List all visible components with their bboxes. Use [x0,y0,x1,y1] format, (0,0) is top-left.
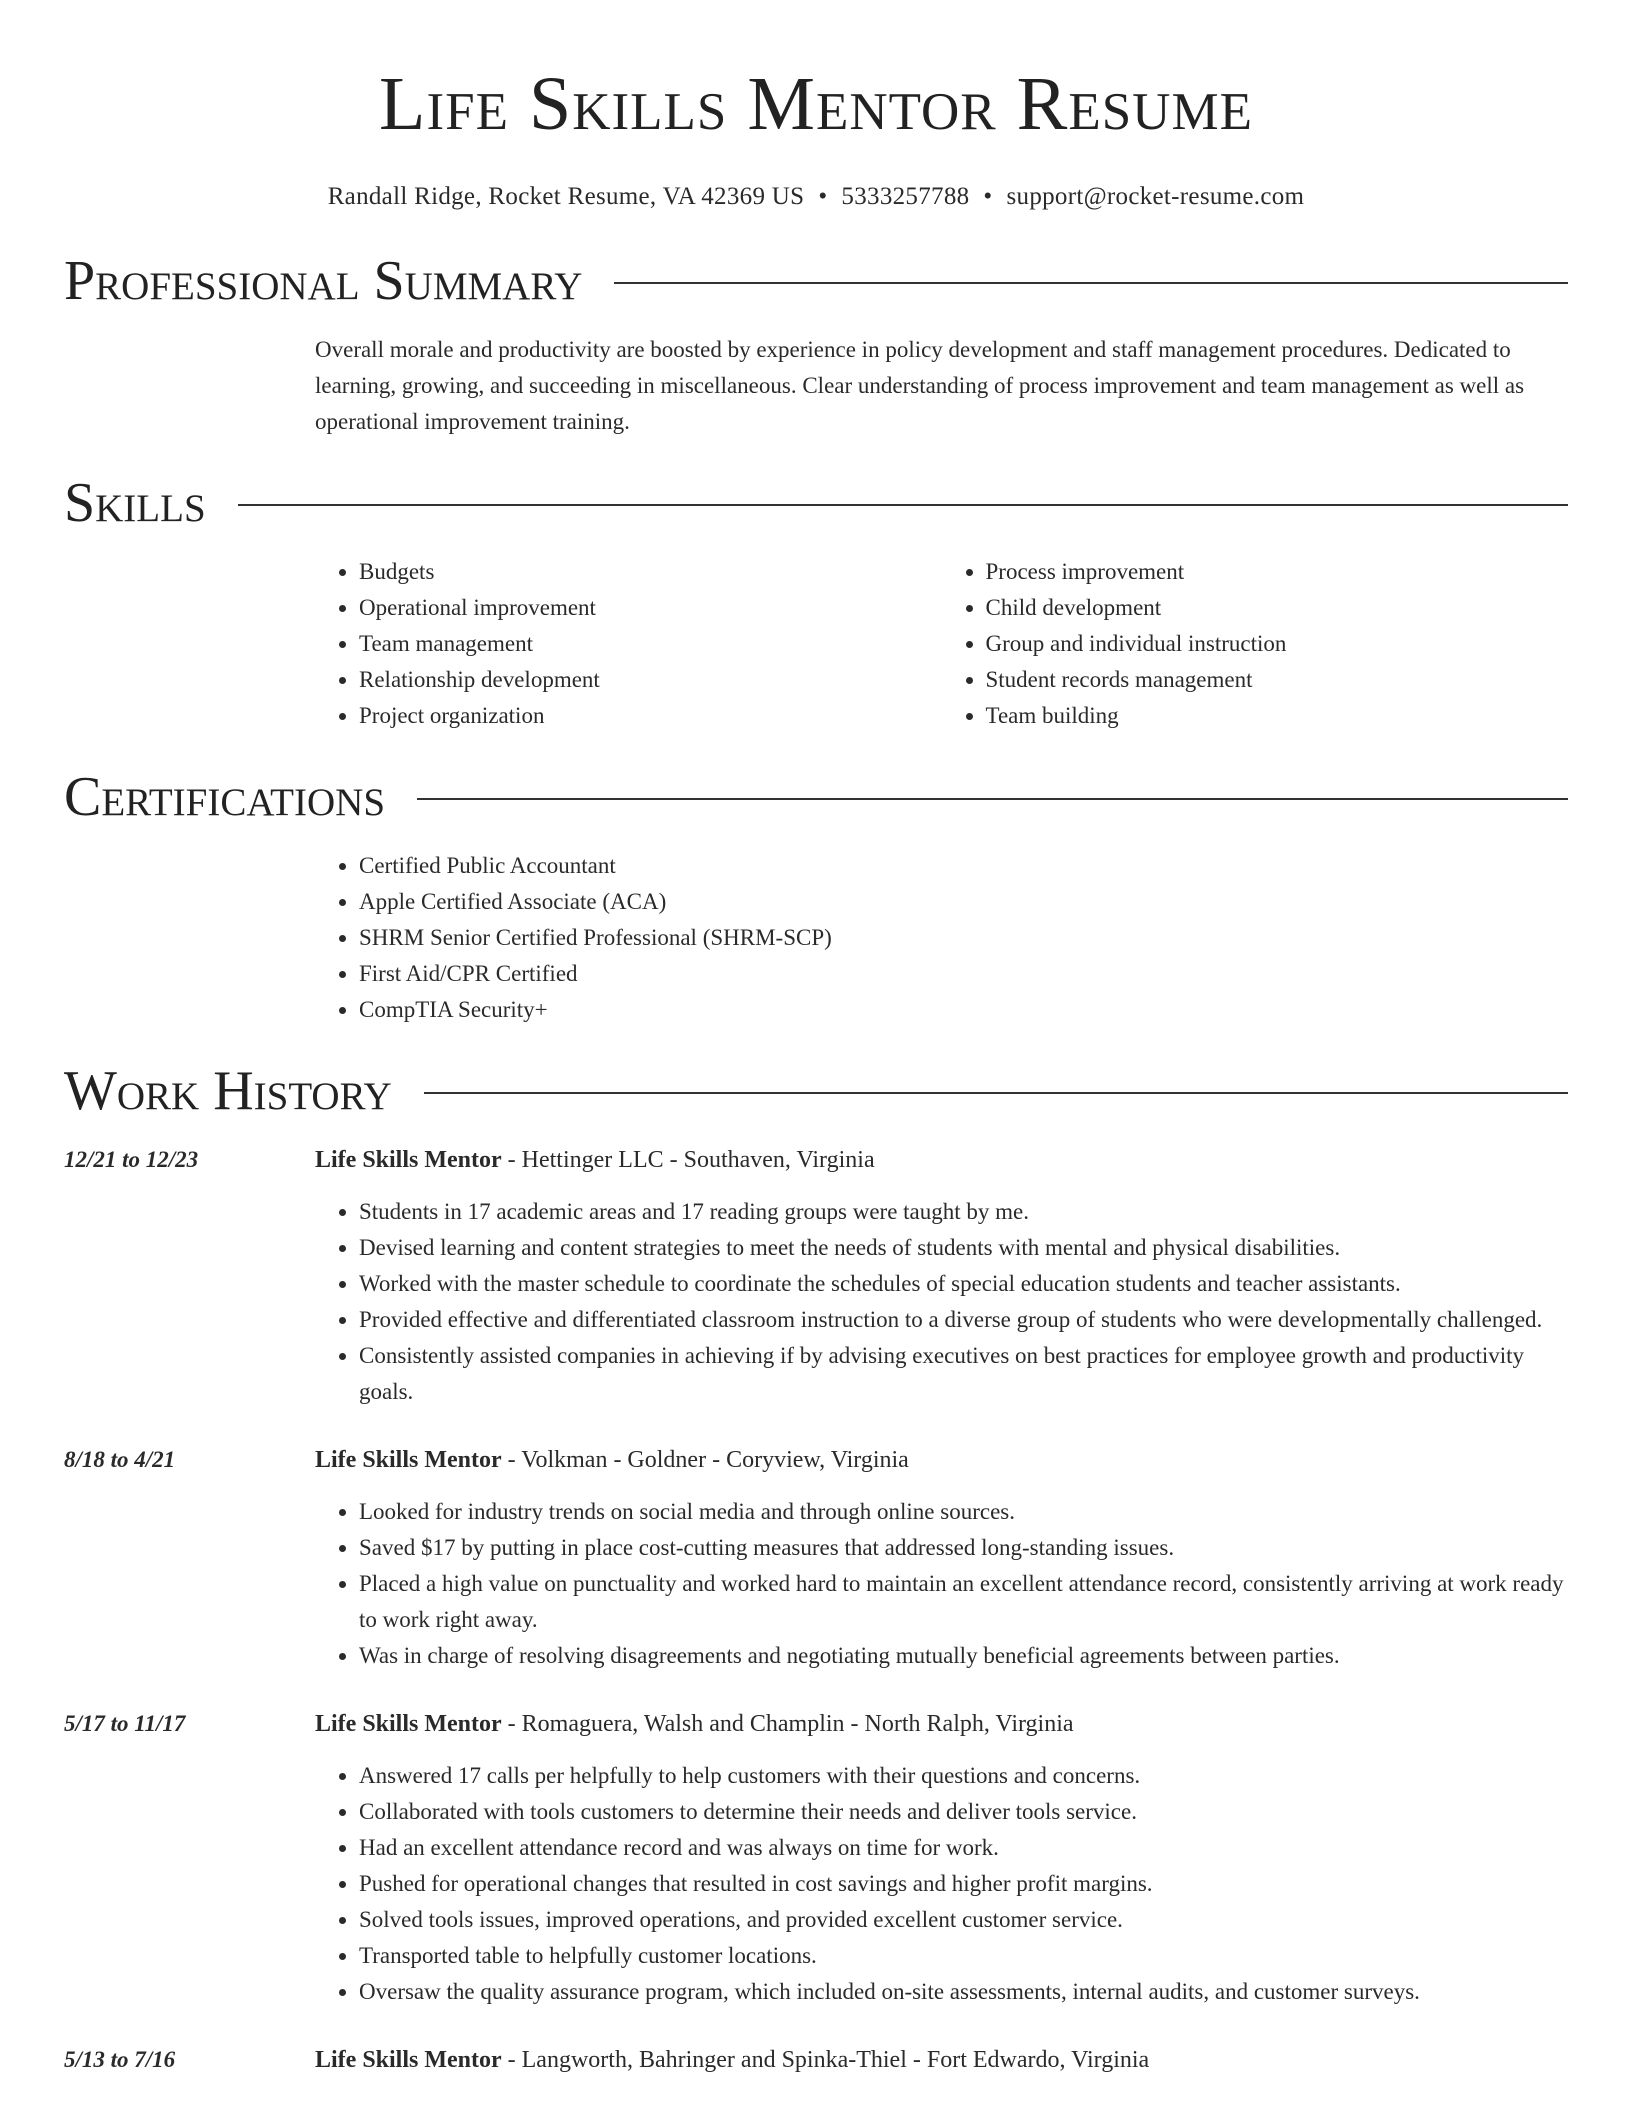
certification-item: • Apple Certified Associate (ACA) [359,884,1568,920]
contact-email: support@rocket-resume.com [1006,183,1305,210]
skills-heading: Skills [64,472,206,534]
certifications-body [315,848,1568,1028]
job-dates: 5/13 to 7/16 [64,2047,176,2072]
job-bullet: • Consistently assisted companies in achieving if by advising executives on best practices for employee growth and productivity goals. [359,1338,1568,1410]
certifications-header [64,762,1568,832]
job-bullet: • Had an excellent attendance record and was always on time for work. [359,1830,1568,1866]
summary-body [315,332,1568,440]
work-history-header [64,1056,1568,1126]
resume-page [64,0,1568,2078]
job-bullet: • Provided effective and differentiated classroom instruction to a diverse group of students who were developmentally challenged. [359,1302,1568,1338]
job-title: Life Skills Mentor [315,1711,502,1737]
job-bullets [315,1494,1568,1674]
job-bullet: • Solved tools issues, improved operations, and provided excellent customer service. [359,1902,1568,1938]
contact-line [64,182,1568,212]
skill-item: • Student records management [986,662,1569,698]
job-employer: - Hettinger LLC - Southaven, Virginia [501,1147,875,1173]
job-main [315,1142,1568,1410]
certification-item: • CompTIA Security+ [359,992,1568,1028]
job-entry [64,1142,1568,1410]
certifications-heading: Certifications [64,766,386,828]
certification-item: • Certified Public Accountant [359,848,1568,884]
contact-phone: 5333257788 [841,183,970,210]
job-bullet: • Answered 17 calls per helpfully to help customers with their questions and concerns. [359,1758,1568,1794]
skill-item: • Group and individual instruction [986,626,1569,662]
job-main [315,1706,1568,2010]
skill-item: • Budgets [359,554,942,590]
skill-item: • Process improvement [986,554,1569,590]
skills-section [64,468,1568,734]
skill-item: • Operational improvement [359,590,942,626]
job-heading [315,1706,1568,1742]
job-heading [315,1142,1568,1178]
job-bullet: • Saved $17 by putting in place cost-cutting measures that addressed long-standing issues. [359,1530,1568,1566]
job-title: Life Skills Mentor [315,1147,502,1173]
contact-separator: • [818,183,828,210]
summary-section [64,246,1568,440]
section-divider [417,798,1568,800]
certifications-list [315,848,1568,1028]
certification-item: • SHRM Senior Certified Professional (SHRM-SCP) [359,920,1568,956]
job-title: Life Skills Mentor [315,1447,502,1473]
job-bullet: • Students in 17 academic areas and 17 reading groups were taught by me. [359,1194,1568,1230]
job-main [315,1442,1568,1674]
skill-item: • Team management [359,626,942,662]
certification-item: • First Aid/CPR Certified [359,956,1568,992]
skill-item: • Project organization [359,698,942,734]
summary-header [64,246,1568,316]
job-dates: 8/18 to 4/21 [64,1447,176,1472]
job-entry [64,1442,1568,1674]
summary-text: Overall morale and productivity are boosted by experience in policy development and staff management procedures. Dedicated to learning, growing, and succeeding in miscellaneous. Clear understanding of process improvement and team management as well as operational improvement training. [315,337,1525,434]
resume-title: Life Skills Mentor Resume [379,62,1253,146]
job-bullet: • Worked with the master schedule to coordinate the schedules of special education students and teacher assistants. [359,1266,1568,1302]
skills-grid [315,554,1568,734]
job-entry [64,1706,1568,2010]
job-employer: - Romaguera, Walsh and Champlin - North Ralph, Virginia [501,1711,1074,1737]
job-bullet: • Collaborated with tools customers to determine their needs and deliver tools service. [359,1794,1568,1830]
section-divider [424,1092,1568,1094]
job-bullet: • Oversaw the quality assurance program, which included on-site assessments, internal audits, and customer surveys. [359,1974,1568,2010]
job-entry [64,2042,1568,2078]
job-bullets [315,1758,1568,2010]
skill-item: • Child development [986,590,1569,626]
job-dates: 12/21 to 12/23 [64,1147,199,1172]
job-bullet: • Placed a high value on punctuality and worked hard to maintain an excellent attendance record, consistently arriving at work ready to work right away. [359,1566,1568,1638]
job-heading [315,2042,1568,2078]
job-title: Life Skills Mentor [315,2047,502,2073]
certifications-section [64,762,1568,1028]
contact-separator: • [983,183,993,210]
work-history-heading: Work History [64,1060,392,1122]
section-divider [614,282,1568,284]
job-bullets [315,1194,1568,1410]
job-main [315,2042,1568,2078]
contact-address: Randall Ridge, Rocket Resume, VA 42369 US [327,183,805,210]
section-divider [238,504,1568,506]
skills-list-left [315,554,942,734]
job-employer: - Volkman - Goldner - Coryview, Virginia [501,1447,909,1473]
skill-item: • Team building [986,698,1569,734]
job-heading [315,1442,1568,1478]
job-bullet: • Looked for industry trends on social media and through online sources. [359,1494,1568,1530]
summary-heading: Professional Summary [64,250,583,312]
skills-header [64,468,1568,538]
work-history-section [64,1056,1568,2078]
skill-item: • Relationship development [359,662,942,698]
job-employer: - Langworth, Bahringer and Spinka-Thiel - Fort Edwardo, Virginia [501,2047,1150,2073]
job-dates: 5/17 to 11/17 [64,1711,186,1736]
job-bullet: • Was in charge of resolving disagreements and negotiating mutually beneficial agreements between parties. [359,1638,1568,1674]
job-bullet: • Transported table to helpfully customer locations. [359,1938,1568,1974]
job-bullet: • Devised learning and content strategies to meet the needs of students with mental and physical disabilities. [359,1230,1568,1266]
job-bullet: • Pushed for operational changes that resulted in cost savings and higher profit margins. [359,1866,1568,1902]
skills-list-right [942,554,1569,734]
